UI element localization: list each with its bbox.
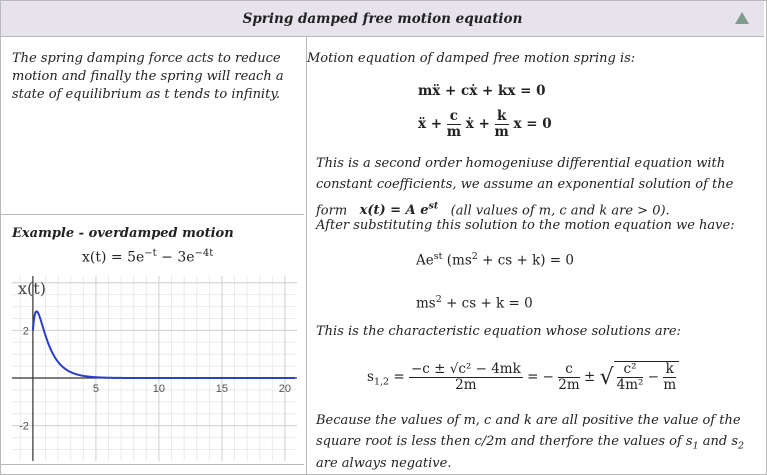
example-title: Example - overdamped motion [12, 226, 234, 241]
section-divider [1, 214, 304, 215]
paragraph-line: constant coefficients, we assume an exponential solution of the [316, 177, 734, 192]
y-tick-label: -2 [19, 420, 29, 433]
right-intro: Motion equation of damped free motion spring is: [307, 51, 636, 66]
example-equation: $x(t) = 5e^{-t} - 3e^{-4t}$ [82, 248, 214, 266]
y-axis-label: x(t) [18, 279, 46, 298]
motion-graph [12, 276, 297, 461]
x-tick-label: 10 [152, 383, 166, 396]
x-tick-label: 15 [215, 383, 229, 396]
series-line [33, 311, 295, 378]
equation-motion: mẍ + cẋ + kx = 0 [418, 83, 546, 99]
triangle-up-icon[interactable] [734, 11, 750, 25]
y-tick-label: 2 [22, 325, 29, 338]
section-divider-bottom [1, 464, 304, 465]
panel-header [1, 1, 764, 37]
equation-normalized: ẍ + $\frac{c}{m}$ ẋ + $\frac{k}{m}$ x = 0 [418, 108, 552, 140]
paragraph-line: This is the characteristic equation whose solutions are: [316, 324, 681, 339]
intro-text: The spring damping force acts to reduce motion and finally the spring will reach a state of equilibrium as t tends to infinity. [12, 51, 284, 102]
paragraph-line: After substituting this solution to the motion equation we have: [316, 218, 735, 233]
paragraph-line: form x(t) = A $e^{st}$ (all values of m, c and k are > 0). [316, 201, 670, 219]
equation-characteristic: $ms^2$ + cs + k = 0 [416, 294, 533, 312]
x-tick-label: 5 [92, 383, 99, 396]
column-divider [306, 37, 307, 474]
paragraph-line: square root is less then c/2m and therfore the values of $s_1$ and $s_2$ [316, 434, 745, 452]
equation-roots: $s_{1,2}$ = $\frac{\text{−c ± √c² − 4mk}}{2m}$ = − $\frac{c}{2m}$ ± √ $\frac{\text{c²}}{\text{4m²}}$ − $\frac{k}{m}$ [367, 361, 679, 393]
paragraph-line: are always negative. [316, 456, 452, 471]
paragraph-line: Because the values of m, c and k are all positive the value of the [316, 413, 741, 428]
paragraph-line: This is a second order homogeniuse differential equation with [316, 156, 726, 171]
panel-title: Spring damped free motion equation [242, 10, 523, 27]
equation-substituted: $Ae^{st}$ ($ms^2$ + cs + k) = 0 [416, 251, 575, 269]
x-tick-label: 20 [278, 383, 292, 396]
